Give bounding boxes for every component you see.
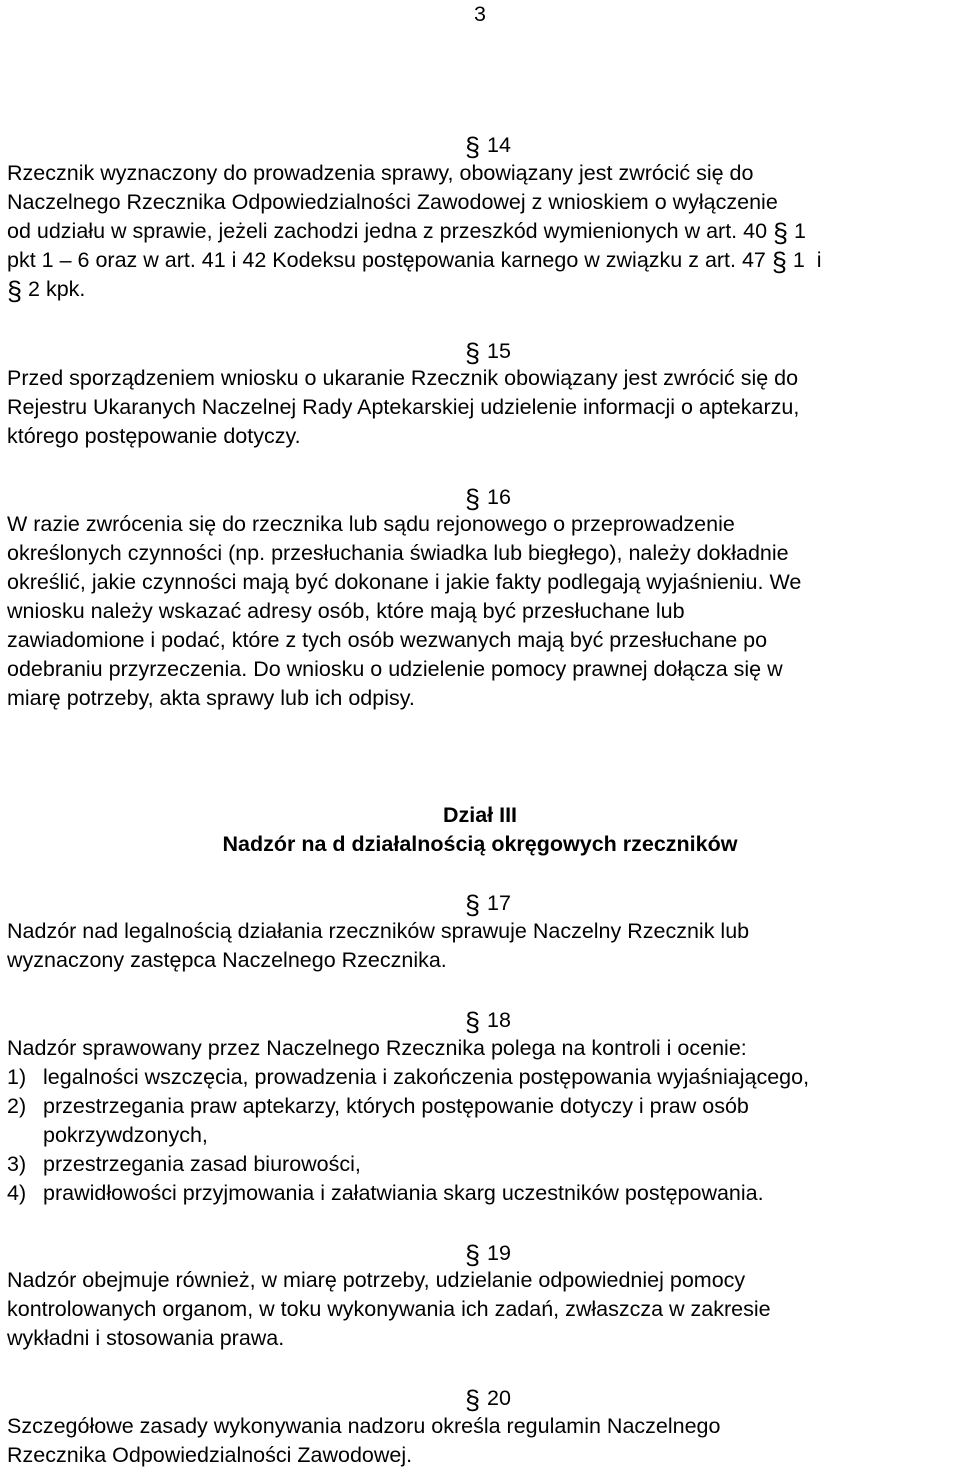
section-sign: §	[771, 247, 787, 277]
section-14-text	[7, 159, 947, 304]
section-number: 14	[487, 133, 511, 157]
list-item	[7, 1092, 947, 1121]
section-number: 19	[487, 1241, 511, 1265]
section-sign: §	[465, 1007, 481, 1037]
list-item-text: legalności wszczęcia, prowadzenia i zakończenia postępowania wyjaśniającego,	[43, 1065, 810, 1089]
section-heading-14	[0, 130, 960, 160]
section-sign: §	[465, 890, 481, 920]
section-sign: §	[465, 338, 481, 368]
section-number: 17	[487, 891, 511, 915]
text-line: miarę potrzeby, akta sprawy lub ich odpisy.	[7, 686, 415, 710]
text-line: odebraniu przyrzeczenia. Do wniosku o udzielenie pomocy prawnej dołącza się w	[7, 657, 783, 681]
list-item	[7, 1150, 947, 1179]
section-sign: §	[7, 276, 23, 306]
list-marker: 4)	[7, 1181, 27, 1205]
section-15-text	[7, 364, 947, 451]
section-heading-15	[0, 336, 960, 366]
text-line: którego postępowanie dotyczy.	[7, 424, 301, 448]
list-item-continuation: pokrzywdzonych,	[43, 1123, 208, 1147]
text-line	[7, 217, 947, 246]
section-number: 20	[487, 1386, 511, 1410]
page-number: 3	[474, 2, 486, 26]
section-sign: §	[773, 218, 789, 248]
text-line: wykładni i stosowania prawa.	[7, 1326, 285, 1350]
text-line: Rejestru Ukaranych Naczelnej Rady Aptekarskiej udzielenie informacji o aptekarzu,	[7, 395, 800, 419]
text-line: W razie zwrócenia się do rzecznika lub sądu rejonowego o przeprowadzenie	[7, 512, 735, 536]
text-line: wyznaczony zastępca Naczelnego Rzecznika.	[7, 948, 447, 972]
text-line: Rzecznik wyznaczony do prowadzenia sprawy, obowiązany jest zwrócić się do	[7, 161, 754, 185]
text-line-part: 2 kpk.	[28, 277, 86, 301]
section-number: 18	[487, 1008, 511, 1032]
text-line: kontrolowanych organom, w toku wykonywania ich zadań, zwłaszcza w zakresie	[7, 1297, 771, 1321]
text-line: Naczelnego Rzecznika Odpowiedzialności Zawodowej z wnioskiem o wyłączenie	[7, 190, 778, 214]
section-heading-16	[0, 482, 960, 512]
text-line: Szczegółowe zasady wykonywania nadzoru określa regulamin Naczelnego	[7, 1414, 721, 1438]
text-line: Rzecznika Odpowiedzialności Zawodowej.	[7, 1443, 413, 1467]
section-sign: §	[465, 484, 481, 514]
list-item-text: prawidłowości przyjmowania i załatwiania skarg uczestników postępowania.	[43, 1181, 764, 1205]
list-marker: 2)	[7, 1094, 27, 1118]
section-20-text	[7, 1412, 947, 1470]
section-sign: §	[465, 132, 481, 162]
section-heading-18	[0, 1005, 960, 1035]
section-18-text	[7, 1034, 947, 1208]
list-item-text: przestrzegania zasad biurowości,	[43, 1152, 361, 1176]
section-19-text	[7, 1266, 947, 1353]
text-line: Przed sporządzeniem wniosku o ukaranie Rzecznik obowiązany jest zwrócić się do	[7, 366, 799, 390]
section-number: 15	[487, 339, 511, 363]
text-line: Nadzór nad legalnością działania rzeczników sprawuje Naczelny Rzecznik lub	[7, 919, 750, 943]
text-line: określonych czynności (np. przesłuchania świadka lub biegłego), należy dokładnie	[7, 541, 789, 565]
text-line	[7, 275, 947, 304]
division-subtitle: Nadzór na d działalnością okręgowych rzeczników	[222, 832, 738, 856]
list-item-text: przestrzegania praw aptekarzy, których postępowanie dotyczy i praw osób	[43, 1094, 749, 1118]
text-line: zawiadomione i podać, które z tych osób wezwanych mają być przesłuchane po	[7, 628, 768, 652]
section-heading-17	[0, 888, 960, 918]
section-17-text	[7, 917, 947, 975]
text-line: określić, jakie czynności mają być dokonane i jakie fakty podlegają wyjaśnieniu. We	[7, 570, 802, 594]
text-line: Nadzór sprawowany przez Naczelnego Rzecznika polega na kontroli i ocenie:	[7, 1036, 747, 1060]
section-heading-19	[0, 1238, 960, 1268]
section-16-text	[7, 510, 947, 713]
text-line	[7, 246, 947, 275]
section-sign: §	[465, 1240, 481, 1270]
section-number: 16	[487, 485, 511, 509]
division-title: Dział III	[442, 803, 518, 827]
text-line: wniosku należy wskazać adresy osób, które mają być przesłuchane lub	[7, 599, 685, 623]
list-item	[7, 1063, 947, 1092]
text-line: Nadzór obejmuje również, w miarę potrzeby, udzielanie odpowiedniej pomocy	[7, 1268, 746, 1292]
inline-reference: 1 i	[792, 248, 822, 272]
list-marker: 1)	[7, 1065, 27, 1089]
text-line-part: od udziału w sprawie, jeżeli zachodzi jedna z przeszkód wymienionych w art. 40	[7, 219, 768, 243]
text-line-part: pkt 1 – 6 oraz w art. 41 i 42 Kodeksu postępowania karnego w związku z art. 47	[7, 248, 766, 272]
list-item	[7, 1179, 947, 1208]
section-sign: §	[465, 1385, 481, 1415]
inline-reference: 1	[794, 219, 807, 243]
list-marker: 3)	[7, 1152, 27, 1176]
section-heading-20	[0, 1383, 960, 1413]
